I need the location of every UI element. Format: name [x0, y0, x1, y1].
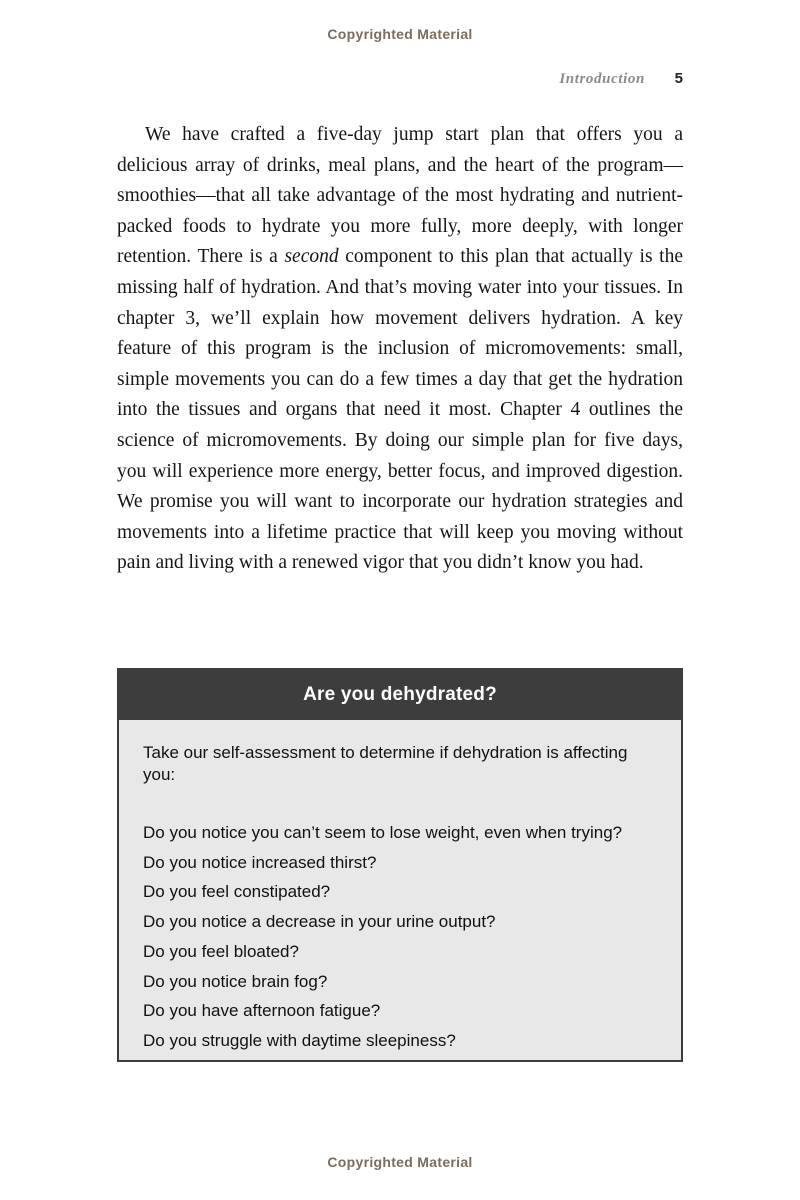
- assessment-question: Do you notice increased thirst?: [143, 852, 377, 872]
- paragraph-text-end: component to this plan that actually is the missing half of hydration. And that’s moving water into your tissues. In chapter 3, we’ll explain how movement delivers hydration. A key feature of this program is the inclusion of micromovements: small, simple movements you can do a few times a day that get the hydration into the tissues and organs that need it most. Chapter 4 outlines the science of micromovements. By doing our simple plan for five days, you will experience more energy, better focus, and improved digestion. We promise you will want to incorporate our hydration strategies and movements into a lifetime practice that will keep you moving without pain and living with a renewed vigor that you didn’t know you had.: [117, 246, 683, 574]
- copyright-notice-top: Copyrighted Material: [327, 26, 473, 42]
- assessment-question: Do you feel bloated?: [143, 941, 299, 961]
- assessment-question: Do you have afternoon fatigue?: [143, 1001, 381, 1021]
- paragraph-italic-word: second: [284, 246, 339, 268]
- assessment-question: Do you notice a decrease in your urine output?: [143, 912, 496, 932]
- page-number: 5: [674, 70, 683, 87]
- assessment-box-body: [119, 720, 681, 1056]
- assessment-question: Do you struggle with daytime sleepiness?: [143, 1030, 456, 1050]
- paragraph-text-start: We have crafted a five-day jump start plan that offers you a delicious array of drinks, meal plans, and the heart of the program—smoothies—that all take advantage of the most hydrating and nutrient-packed foods to hydrate you more fully, more deeply, with longer retention. There is a: [117, 124, 683, 268]
- assessment-intro: Take our self-assessment to determine if dehydration is affecting you:: [143, 743, 628, 784]
- assessment-question: Do you feel constipated?: [143, 882, 331, 902]
- copyright-notice-bottom: Copyrighted Material: [327, 1154, 473, 1170]
- assessment-box: [117, 668, 683, 1062]
- running-header: [117, 70, 683, 88]
- chapter-title: Introduction: [559, 71, 645, 87]
- assessment-question: Do you notice you can’t seem to lose weight, even when trying?: [143, 823, 623, 842]
- assessment-box-title: Are you dehydrated?: [119, 670, 681, 720]
- body-paragraph: [117, 120, 683, 579]
- assessment-question: Do you notice brain fog?: [143, 971, 328, 991]
